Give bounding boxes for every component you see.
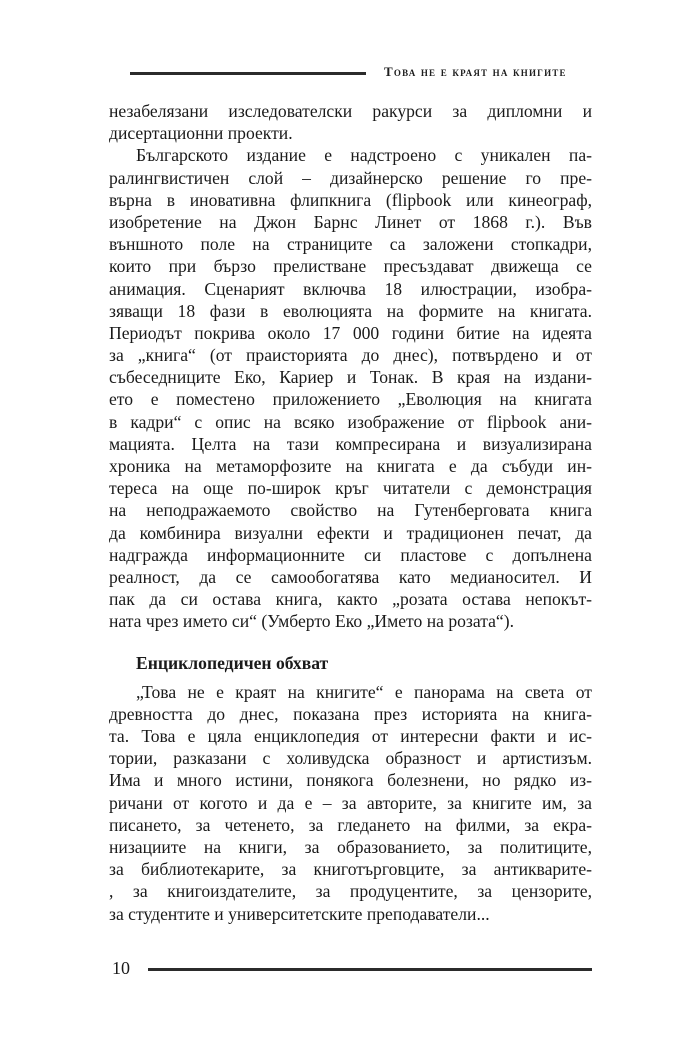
text-line: да комбинира визуални ефекти и традиционен печат, да [109, 522, 592, 543]
text-line: надгражда информационните си пластове с допълнена [109, 544, 592, 565]
text-line: ричани от когото и да е – за авторите, за книгите им, за [109, 792, 592, 813]
footer-rule [148, 968, 592, 971]
text-line: ралингвистичен слой – дизайнерско решение го пре- [109, 167, 592, 188]
text-line: върна в иновативна флипкнига (flipbook или кинеограф, [109, 189, 592, 210]
text-line: Българското издание е надстроено с уникален па- [136, 145, 592, 166]
text-line: които при бързо прелистване пресъздават движеща се [109, 256, 592, 277]
body-text [109, 100, 592, 925]
running-head: Това не е краят на книгите [384, 64, 567, 79]
text-line: Има и много истини, понякога болезнени, но рядко из- [109, 770, 592, 791]
text-line: древността до днес, показана през историята на книга- [109, 703, 592, 724]
text-line: дисертационни проекти. [109, 123, 293, 144]
text-line: ето е поместено приложението „Еволюция на книгата [109, 389, 592, 410]
text-line: „Това не е краят на книгите“ е панорама на света от [136, 681, 592, 702]
text-line: мацията. Целта на тази компресирана и визуализирана [109, 433, 592, 454]
text-line: хроника на метаморфозите на книгата е да събуди ин- [109, 456, 592, 476]
text-line: за „книга“ (от праисторията до днес), потвърдено и от [109, 345, 592, 366]
text-line: изобретение на Джон Барнс Линет от 1868 г.). Във [109, 211, 592, 232]
text-line: незабелязани изследователски ракурси за дипломни и [109, 101, 592, 121]
paragraph-3 [109, 681, 592, 925]
text-line: реалност, да се самообогатява като медианосител. И [109, 566, 592, 587]
text-line: събеседниците Еко, Кариер и Тонак. В края на издани- [109, 367, 592, 388]
text-line: тории, разказани с холивудска образност и артистизъм. [109, 748, 592, 769]
text-line: та. Това е цяла енциклопедия от интересни факти и ис- [109, 726, 592, 747]
text-line: анимация. Сценарият включва 18 илюстрации, изобра- [109, 278, 592, 299]
text-line: низациите на книги, за образованието, за политиците, [109, 837, 592, 857]
text-line: пак да си остава книга, както „розата остава непокът- [109, 589, 592, 610]
text-line: ната чрез името си“ (Умберто Еко „Името на розата“). [109, 611, 514, 632]
section-heading: Енциклопедичен обхват [136, 652, 329, 673]
text-line: , за книгоиздателите, за продуцентите, за цензорите, [109, 881, 592, 902]
text-line: външното поле на страниците са заложени стопкадри, [109, 234, 592, 255]
text-line: за студентите и университетските преподаватели... [109, 903, 490, 924]
page-number: 10 [112, 958, 130, 978]
header-rule [130, 72, 366, 75]
paragraph-2 [109, 144, 592, 632]
text-line: писането, за четенето, за гледането на филми, за екра- [109, 814, 592, 835]
paragraph-1 [109, 100, 592, 144]
text-line: Периодът покрива около 17 000 години битие на идеята [109, 322, 592, 343]
text-line: на неподражаемото свойство на Гутенберговата книга [109, 500, 592, 521]
text-line: за библиотекарите, за книготърговците, за антикварите- [109, 859, 592, 880]
text-line: тереса на още по-широк кръг читатели с демонстрация [109, 478, 592, 499]
text-line: зяващи 18 фази в еволюцията на формите на книгата. [109, 300, 592, 321]
text-line: в кадри“ с опис на всяко изображение от flipbook ани- [109, 411, 592, 432]
